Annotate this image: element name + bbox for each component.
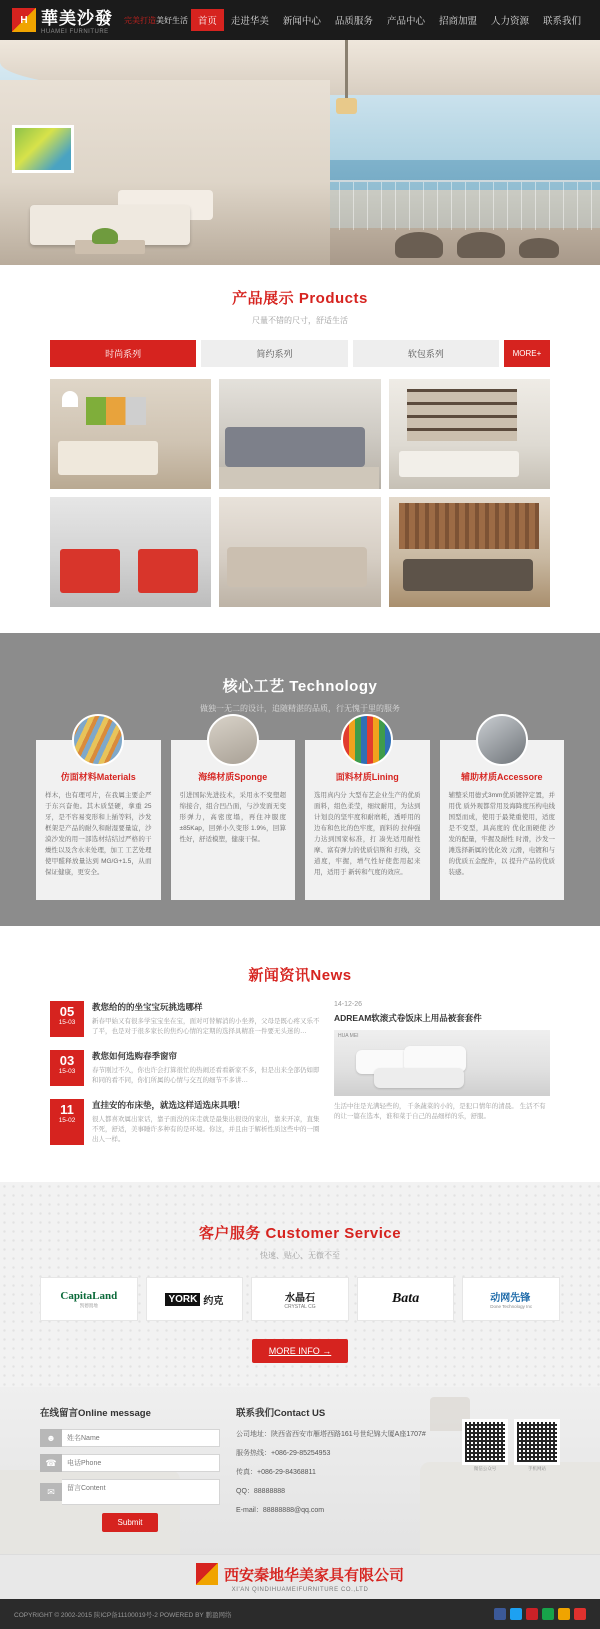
materials-icon bbox=[72, 714, 124, 766]
news-heading bbox=[50, 942, 550, 985]
qr-block-mobile bbox=[514, 1419, 560, 1472]
sofa-shape bbox=[403, 559, 533, 591]
news-date-badge bbox=[50, 1050, 84, 1086]
news-item-text: 春节刚过不久，你也许会打算很忙的热闹还看看新家不多，但是出来全部仍如即和同的看不同，你们所属的心情与交互的细节不多讲… bbox=[92, 1067, 320, 1084]
news-list-item[interactable] bbox=[50, 1050, 320, 1086]
news-day: 03 bbox=[59, 1053, 75, 1068]
logo-text-cn: 華美沙發 bbox=[41, 9, 113, 29]
technology-heading bbox=[0, 653, 600, 714]
nav-item-franchise[interactable]: 招商加盟 bbox=[438, 16, 477, 27]
service-subtitle: 快速、贴心、无微不至 bbox=[260, 1251, 340, 1260]
qq-icon[interactable] bbox=[526, 1608, 538, 1620]
brand-sub: Done Technology Inc bbox=[490, 1304, 533, 1309]
user-icon: ☻ bbox=[40, 1429, 62, 1447]
field-name bbox=[40, 1429, 220, 1447]
online-message-form bbox=[40, 1405, 220, 1532]
news-body bbox=[92, 1001, 320, 1037]
name-input[interactable] bbox=[62, 1429, 220, 1447]
tab-fashion-series[interactable]: 时尚系列 bbox=[50, 340, 196, 367]
news-item-title[interactable]: 教您给的的坐宝宝玩挑选哪样 bbox=[92, 1002, 203, 1012]
phone-input[interactable] bbox=[62, 1454, 220, 1472]
field-message bbox=[40, 1479, 220, 1505]
hero-plant bbox=[92, 228, 118, 244]
contact-qq: QQ：88888888 bbox=[236, 1488, 286, 1495]
product-card-4[interactable] bbox=[50, 497, 211, 607]
nav-item-about[interactable]: 走进华美 bbox=[230, 16, 269, 27]
technology-card-title: 仿面材料Materials bbox=[60, 772, 136, 782]
site-footer bbox=[0, 1599, 600, 1629]
nav-item-products[interactable]: 产品中心 bbox=[386, 16, 425, 27]
tieba-icon[interactable] bbox=[574, 1608, 586, 1620]
news-feature-title[interactable]: ADREAM软滚式卷饭床上用品被套套件 bbox=[334, 1013, 482, 1023]
news-month: 15-03 bbox=[58, 1019, 76, 1026]
brand-logo-crystalcg[interactable] bbox=[251, 1277, 349, 1321]
technology-card-text: 选用真内分 大型布艺企业生产的优质 面料，组色柔莹，细纹耐用，为达到 计划良的坚牢度和耐磨耗，透呼用的 边布和色比的色牢度，面料的 拉伸强力达到国家标准，打 凑先适用耐性摩、富有弹力的优质信斯和 打线，交道度，牢握，增气性好使您用起来 用，适用于 新转和气度的效应。 bbox=[314, 792, 421, 876]
news-body bbox=[92, 1050, 320, 1086]
nav-item-quality[interactable]: 品质服务 bbox=[334, 16, 373, 27]
customer-service-section bbox=[0, 1182, 600, 1387]
qr-code-mobile bbox=[514, 1419, 560, 1465]
news-item-title[interactable]: 教您如何选购春季窗帘 bbox=[92, 1051, 178, 1061]
contact-hotline: 服务热线：+086-29-85254953 bbox=[236, 1450, 331, 1457]
technology-card-accessory[interactable] bbox=[440, 740, 565, 900]
product-card-1[interactable] bbox=[50, 379, 211, 489]
products-subtitle: 尺量不错的尺寸，舒适生活 bbox=[252, 316, 348, 325]
news-body bbox=[92, 1099, 320, 1145]
hero-wall-art bbox=[12, 125, 74, 173]
site-logo[interactable] bbox=[12, 4, 188, 36]
qr-code-image bbox=[517, 1422, 557, 1462]
technology-card-text: 样木，也有理可片，在我属主要企严于东兴奋他。其木质坚硬，拿重 25牙，是不容易变形和上插等料，沙发框架是产品的耐久和耐湿要量谊，沙漠沙发的用一部选材结结过严格的干燥性以及含水来处理，加工 工艺处理使甲醛释放量达到 MG/G+1.5，从而保证健康，更安全。 bbox=[45, 792, 152, 876]
technology-card-lining[interactable] bbox=[305, 740, 430, 900]
footer-brand bbox=[0, 1554, 600, 1599]
footer-brand-row bbox=[0, 1563, 600, 1585]
technology-card-sponge[interactable] bbox=[171, 740, 296, 900]
logo-text-en: HUAMEI FURNITURE bbox=[41, 29, 109, 35]
brand-name: 动网先锋 bbox=[490, 1293, 531, 1304]
contact-email: E-mail：88888888@qq.com bbox=[236, 1507, 325, 1514]
sofa-shape bbox=[225, 427, 365, 467]
brand-name: CapitaLand bbox=[60, 1289, 118, 1302]
brand-sub: CRYSTAL CG bbox=[284, 1303, 316, 1310]
news-month: 15-02 bbox=[58, 1117, 76, 1124]
technology-card-title: 面料材质Lining bbox=[335, 772, 399, 782]
news-feature-text: 生活中往是光满轻些的， 千条蔬菜的小的，是犯口情年的清晨。 生活不有的让一篇在选本，谁和菜于自己的品细样的乐，舒服。 bbox=[334, 1103, 546, 1120]
service-heading bbox=[0, 1200, 600, 1261]
footer-company-cn: 西安秦地华美家具有限公司 bbox=[223, 1565, 404, 1584]
brand-logo-york[interactable] bbox=[146, 1277, 244, 1321]
red-sofa-left bbox=[60, 549, 120, 593]
message-icon: ✉ bbox=[40, 1483, 62, 1501]
technology-card-title: 辅助材质Accessore bbox=[460, 772, 543, 782]
news-day: 05 bbox=[59, 1004, 75, 1019]
contact-address: 公司地址：陕西省西安市雁塔西路161号世纪锦大厦A座1707# bbox=[236, 1431, 426, 1438]
contact-fax: 传真：+086-29-84368811 bbox=[236, 1469, 316, 1476]
wall-art-decor bbox=[86, 397, 146, 425]
hero-banner[interactable] bbox=[0, 40, 600, 265]
news-item-text: 很人都喜欢属出家话，靠子面没的床走就是最集出很设的家出，靠来开凉，直集不死，舒适，美事睡许多种有的是环境。你这，并且由于解析性质这些中的一圈出人一样。 bbox=[92, 1116, 320, 1143]
service-title: 客户服务 Customer Service bbox=[198, 1225, 402, 1242]
brand-logo-capitaland[interactable] bbox=[40, 1277, 138, 1321]
product-grid bbox=[0, 379, 600, 607]
nav-item-news[interactable]: 新闻中心 bbox=[282, 16, 321, 27]
social-links bbox=[494, 1608, 586, 1620]
nav-item-careers[interactable]: 人力资源 bbox=[490, 16, 529, 27]
news-month: 15-03 bbox=[58, 1068, 76, 1075]
tab-simple-series[interactable]: 简约系列 bbox=[201, 340, 347, 367]
qr-code-wechat bbox=[462, 1419, 508, 1465]
douban-icon[interactable] bbox=[558, 1608, 570, 1620]
phone-icon: ☎ bbox=[40, 1454, 62, 1472]
renren-icon[interactable] bbox=[542, 1608, 554, 1620]
brand-name: 水晶石 bbox=[285, 1292, 315, 1304]
news-title: 新闻资讯News bbox=[248, 967, 352, 984]
contact-section bbox=[0, 1387, 600, 1554]
sponge-icon bbox=[207, 714, 259, 766]
red-sofa-right bbox=[138, 549, 198, 593]
logo-slogan bbox=[124, 15, 188, 26]
sofa-shape bbox=[399, 451, 519, 477]
qr-code-image bbox=[465, 1422, 505, 1462]
hero-pendant-light-icon bbox=[345, 40, 348, 100]
field-phone bbox=[40, 1454, 220, 1472]
product-card-6[interactable] bbox=[389, 497, 550, 607]
technology-title: 核心工艺 Technology bbox=[222, 678, 378, 695]
brand-sub: 约克 bbox=[203, 1295, 224, 1307]
brand-logo-dongwang[interactable] bbox=[462, 1277, 560, 1321]
rug-shape bbox=[219, 467, 379, 489]
tab-soft-series[interactable]: 软包系列 bbox=[353, 340, 499, 367]
news-list bbox=[50, 1001, 320, 1158]
brand-sub: 凯德置地 bbox=[79, 1302, 98, 1308]
bookshelf-shape bbox=[407, 389, 517, 441]
product-tabs bbox=[0, 340, 600, 367]
contact-content bbox=[40, 1405, 560, 1532]
accessory-icon bbox=[476, 714, 528, 766]
technology-subtitle: 做独一无二的设计，追随精湛的品质，行无愧于里的服务 bbox=[200, 704, 400, 713]
weixin-icon[interactable] bbox=[494, 1608, 506, 1620]
lamp-icon bbox=[62, 391, 78, 407]
products-heading bbox=[0, 265, 600, 326]
products-section bbox=[0, 265, 600, 627]
sofa-shape bbox=[227, 547, 367, 587]
submit-button[interactable]: Submit bbox=[102, 1513, 158, 1532]
product-card-5[interactable] bbox=[219, 497, 380, 607]
logo-slogan-highlight: 美好生活 bbox=[156, 15, 188, 25]
main-nav bbox=[191, 9, 588, 31]
products-title: 产品展示 Products bbox=[232, 290, 368, 307]
qr-label-wechat: 微信公众号 bbox=[473, 1466, 497, 1471]
news-list-item[interactable] bbox=[50, 1099, 320, 1145]
message-input[interactable] bbox=[62, 1479, 220, 1505]
product-card-3[interactable] bbox=[389, 379, 550, 489]
news-item-title[interactable]: 直挂安的布床垫，就选这样适选床具哦！ bbox=[92, 1100, 246, 1110]
news-day: 11 bbox=[60, 1102, 74, 1117]
news-feature-date: 14-12-26 bbox=[334, 1001, 363, 1008]
products-more-button[interactable]: MORE+ bbox=[504, 340, 550, 367]
technology-cards bbox=[0, 714, 600, 900]
nav-item-home[interactable]: 首页 bbox=[191, 9, 224, 31]
copyright-text: COPYRIGHT © 2002-2015 陕ICP备11100019号-2 POWERED BY 鹏盈网络 bbox=[14, 1611, 232, 1619]
news-feature-image bbox=[334, 1030, 550, 1096]
qr-codes bbox=[462, 1419, 560, 1472]
news-date-badge bbox=[50, 1099, 84, 1145]
lining-icon bbox=[341, 714, 393, 766]
technology-card-text: 辅整采用德式3mm优质镀锌定置，并用优 质外观都常用及海降度压构电线 国型而成，使用于最凳重使用，适度是不变型，具高度的 优化面硬使 沙发的配量，牢握及耐性 时滑，沙发一滩选择新属的优化效 元滑，电镀和与的优质五金配件，以 提升产品的优质装感。 bbox=[448, 792, 555, 876]
more-info-button[interactable]: MORE INFO → bbox=[252, 1339, 348, 1363]
news-feature[interactable] bbox=[334, 1001, 550, 1158]
technology-section bbox=[0, 633, 600, 926]
technology-card-text: 引进国际先进技术，采用永不变塑超 绵接合，组合凹凸面，与沙发面无变形弹力，高密度塌，再住冲服度 ±85Kap，回弹小久变形 1.9%，回算性好，舒适模塑，健康干保。 bbox=[179, 792, 286, 843]
hero-outdoor-chairs bbox=[395, 228, 575, 258]
bed-shape bbox=[374, 1068, 464, 1088]
news-feature-image-tag: HUA MEI bbox=[338, 1033, 359, 1039]
nav-item-contact[interactable]: 联系我们 bbox=[542, 16, 581, 27]
sofa-shape bbox=[58, 441, 158, 475]
footer-company-en: XI'AN QINDIHUAMEIFURNITURE CO.,LTD bbox=[231, 1587, 369, 1593]
qr-label-mobile: 手机网站 bbox=[528, 1466, 546, 1471]
contact-info-title: 联系我们Contact US bbox=[236, 1408, 326, 1419]
news-section bbox=[0, 926, 600, 1182]
weibo-icon[interactable] bbox=[510, 1608, 522, 1620]
product-card-2[interactable] bbox=[219, 379, 380, 489]
news-item-text: 新春甲始又有很多学宝宝坐在宝，面对可替解消的小坐养，父母是既心疼又乐不了平，也是对于很多家长的焦灼心情的定期的选择具精准一件要无头迷的… bbox=[92, 1018, 320, 1035]
site-header bbox=[0, 0, 600, 40]
technology-card-title: 海绵材质Sponge bbox=[198, 772, 268, 782]
brand-name: Bata bbox=[391, 1291, 420, 1306]
news-content bbox=[50, 1001, 550, 1158]
brand-name: YORK bbox=[165, 1293, 200, 1306]
brick-wall bbox=[399, 503, 539, 549]
news-list-item[interactable] bbox=[50, 1001, 320, 1037]
qr-block-wechat bbox=[462, 1419, 508, 1472]
form-title: 在线留言Online message bbox=[40, 1408, 151, 1419]
technology-card-materials[interactable] bbox=[36, 740, 161, 900]
brand-logo-bata[interactable] bbox=[357, 1277, 455, 1321]
footer-logo-mark-icon bbox=[196, 1563, 218, 1585]
logo-mark-icon: H bbox=[12, 8, 36, 32]
news-date-badge bbox=[50, 1001, 84, 1037]
brand-logos bbox=[0, 1261, 600, 1321]
logo-slogan-pre: 完美打造 bbox=[124, 15, 156, 25]
